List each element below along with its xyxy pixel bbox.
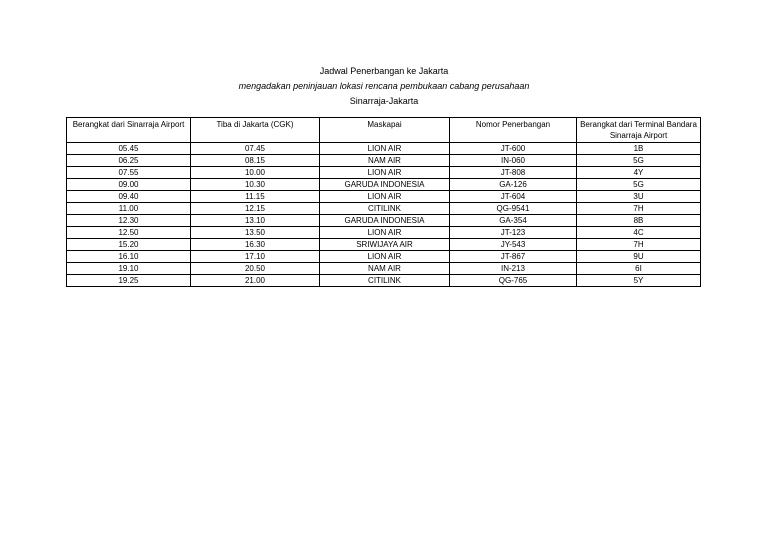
terminal-cell: 9U: [577, 251, 701, 263]
terminal-cell: 7H: [577, 239, 701, 251]
flight-number-cell: QG-9541: [450, 203, 577, 215]
departure-time-cell: 16.10: [67, 251, 191, 263]
airline-cell: GARUDA INDONESIA: [320, 215, 450, 227]
table-row: [67, 275, 701, 287]
arrival-time-cell: 10.00: [191, 167, 320, 179]
table-row: [67, 239, 701, 251]
airline-cell: CITILINK: [320, 275, 450, 287]
flight-number-cell: JT-600: [450, 143, 577, 155]
title-block: [0, 64, 768, 109]
airline-cell: GARUDA INDONESIA: [320, 179, 450, 191]
header-airline: Maskapai: [320, 118, 450, 143]
flight-number-cell: JY-543: [450, 239, 577, 251]
departure-time-cell: 05.45: [67, 143, 191, 155]
terminal-cell: 5G: [577, 155, 701, 167]
airline-cell: LION AIR: [320, 167, 450, 179]
departure-time-cell: 19.10: [67, 263, 191, 275]
flight-schedule-table: [66, 117, 701, 287]
table-row: [67, 215, 701, 227]
terminal-cell: 5Y: [577, 275, 701, 287]
document-subtitle: mengadakan peninjauan lokasi rencana pembukaan cabang perusahaan: [238, 81, 530, 91]
table-body: [67, 143, 701, 287]
terminal-cell: 3U: [577, 191, 701, 203]
departure-time-cell: 11.00: [67, 203, 191, 215]
arrival-time-cell: 11.15: [191, 191, 320, 203]
arrival-time-cell: 21.00: [191, 275, 320, 287]
flight-number-cell: QG-765: [450, 275, 577, 287]
terminal-cell: 6I: [577, 263, 701, 275]
flight-number-cell: JT-808: [450, 167, 577, 179]
airline-cell: LION AIR: [320, 191, 450, 203]
departure-time-cell: 06.25: [67, 155, 191, 167]
table-row: [67, 203, 701, 215]
header-departure-terminal: Berangkat dari Terminal Bandara Sinarraja Airport: [577, 118, 701, 143]
airline-cell: SRIWIJAYA AIR: [320, 239, 450, 251]
table-row: [67, 227, 701, 239]
flight-number-cell: IN-213: [450, 263, 577, 275]
flight-number-cell: GA-354: [450, 215, 577, 227]
arrival-time-cell: 10.30: [191, 179, 320, 191]
departure-time-cell: 15.20: [67, 239, 191, 251]
departure-time-cell: 19.25: [67, 275, 191, 287]
terminal-cell: 4Y: [577, 167, 701, 179]
arrival-time-cell: 08.15: [191, 155, 320, 167]
airline-cell: CITILINK: [320, 203, 450, 215]
table-row: [67, 167, 701, 179]
departure-time-cell: 07.55: [67, 167, 191, 179]
flight-number-cell: IN-060: [450, 155, 577, 167]
terminal-cell: 1B: [577, 143, 701, 155]
airline-cell: NAM AIR: [320, 263, 450, 275]
table-row: [67, 143, 701, 155]
terminal-cell: 4C: [577, 227, 701, 239]
arrival-time-cell: 16.30: [191, 239, 320, 251]
airline-cell: NAM AIR: [320, 155, 450, 167]
document-route: Sinarraja-Jakarta: [349, 96, 419, 106]
table-row: [67, 191, 701, 203]
document-title: Jadwal Penerbangan ke Jakarta: [319, 66, 449, 76]
departure-time-cell: 12.50: [67, 227, 191, 239]
departure-time-cell: 09.00: [67, 179, 191, 191]
table-row: [67, 179, 701, 191]
header-arrival-jakarta: Tiba di Jakarta (CGK): [191, 118, 320, 143]
flight-number-cell: GA-126: [450, 179, 577, 191]
departure-time-cell: 09.40: [67, 191, 191, 203]
header-departure-sinarraja: Berangkat dari Sinarraja Airport: [67, 118, 191, 143]
flight-number-cell: JT-123: [450, 227, 577, 239]
airline-cell: LION AIR: [320, 227, 450, 239]
airline-cell: LION AIR: [320, 251, 450, 263]
flight-number-cell: JT-867: [450, 251, 577, 263]
table-row: [67, 263, 701, 275]
arrival-time-cell: 12.15: [191, 203, 320, 215]
flight-number-cell: JT-604: [450, 191, 577, 203]
terminal-cell: 7H: [577, 203, 701, 215]
terminal-cell: 8B: [577, 215, 701, 227]
arrival-time-cell: 17.10: [191, 251, 320, 263]
departure-time-cell: 12.30: [67, 215, 191, 227]
arrival-time-cell: 13.50: [191, 227, 320, 239]
arrival-time-cell: 13.10: [191, 215, 320, 227]
table-row: [67, 155, 701, 167]
arrival-time-cell: 07.45: [191, 143, 320, 155]
header-flight-number: Nomor Penerbangan: [450, 118, 577, 143]
table-header-row: [67, 118, 701, 143]
arrival-time-cell: 20.50: [191, 263, 320, 275]
airline-cell: LION AIR: [320, 143, 450, 155]
table-row: [67, 251, 701, 263]
terminal-cell: 5G: [577, 179, 701, 191]
